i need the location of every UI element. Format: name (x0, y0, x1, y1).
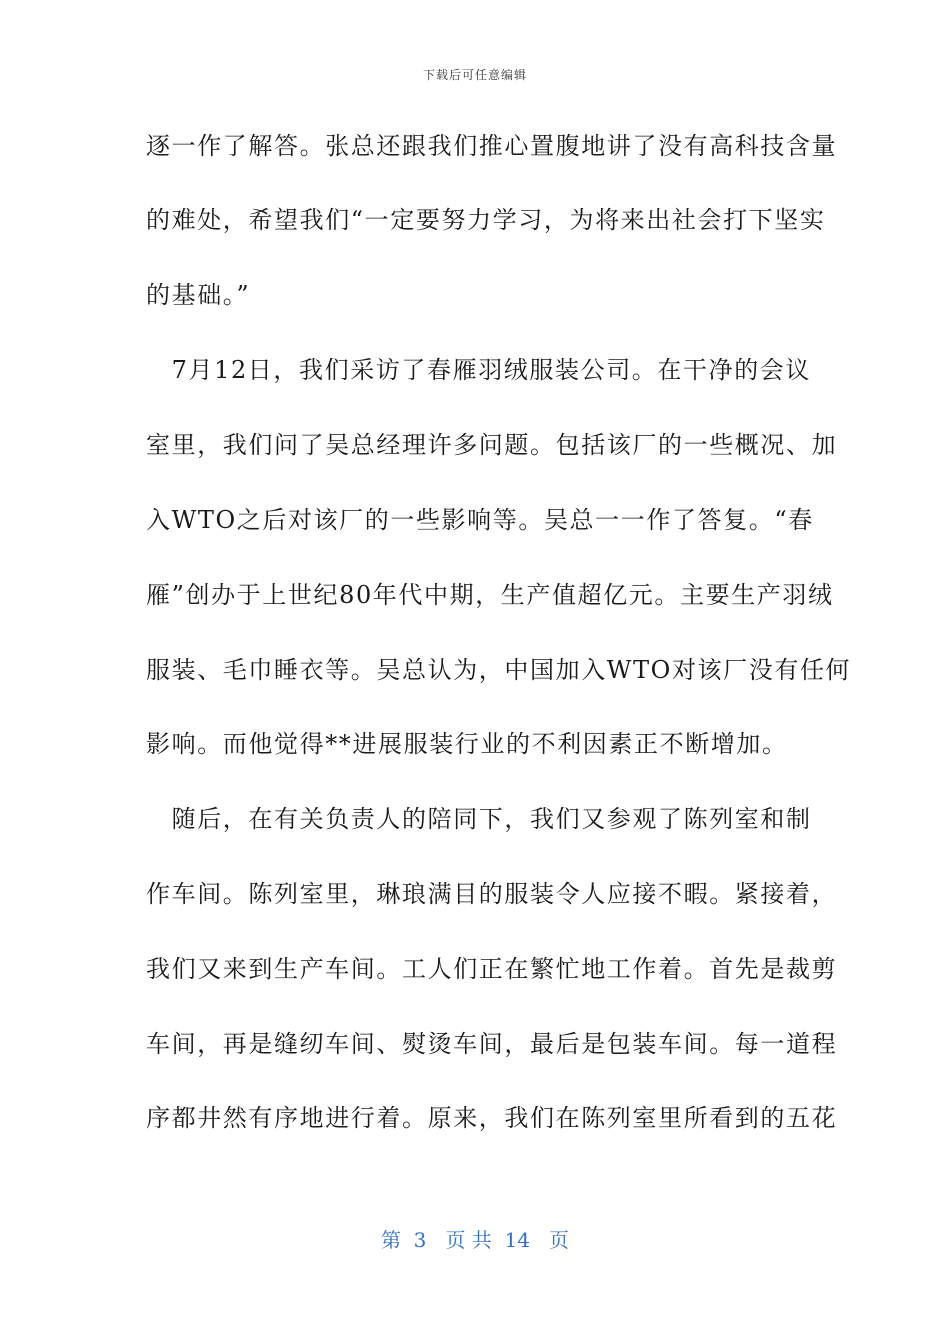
body-line: 车间，再是缝纫车间、熨烫车间，最后是包装车间。每一道程 (146, 1030, 838, 1058)
page-header-note: 下载后可任意编辑 (422, 68, 527, 82)
body-line: 雁”创办于上世纪80年代中期，生产值超亿元。主要生产羽绒 (146, 581, 834, 609)
page-number-footer: 第 3 页 共 14 页 (380, 1228, 570, 1252)
body-line: 的基础。” (146, 281, 251, 309)
body-line: 影响。而他觉得**进展服装行业的不利因素正不断增加。 (146, 730, 788, 758)
body-line: 作车间。陈列室里，琳琅满目的服装令人应接不暇。紧接着， (146, 880, 838, 908)
body-line: 随后，在有关负责人的陪同下，我们又参观了陈列室和制 (146, 805, 812, 833)
body-line: 室里，我们问了吴总经理许多问题。包括该厂的一些概况、加 (146, 431, 838, 459)
body-line: 7月12日，我们采访了春雁羽绒服装公司。在干净的会议 (146, 356, 812, 384)
body-line: 的难处，希望我们“一定要努力学习，为将来出社会打下坚实 (146, 206, 826, 234)
body-line: 逐一作了解答。张总还跟我们推心置腹地讲了没有高科技含量 (146, 132, 838, 160)
body-line: 入WTO之后对该厂的一些影响等。吴总一一作了答复。“春 (146, 506, 814, 534)
body-line: 序都井然有序地进行着。原来，我们在陈列室里所看到的五花 (146, 1104, 838, 1132)
body-line: 服装、毛巾睡衣等。吴总认为，中国加入WTO对该厂没有任何 (146, 656, 852, 684)
body-line: 我们又来到生产车间。工人们正在繁忙地工作着。首先是裁剪 (146, 955, 838, 983)
